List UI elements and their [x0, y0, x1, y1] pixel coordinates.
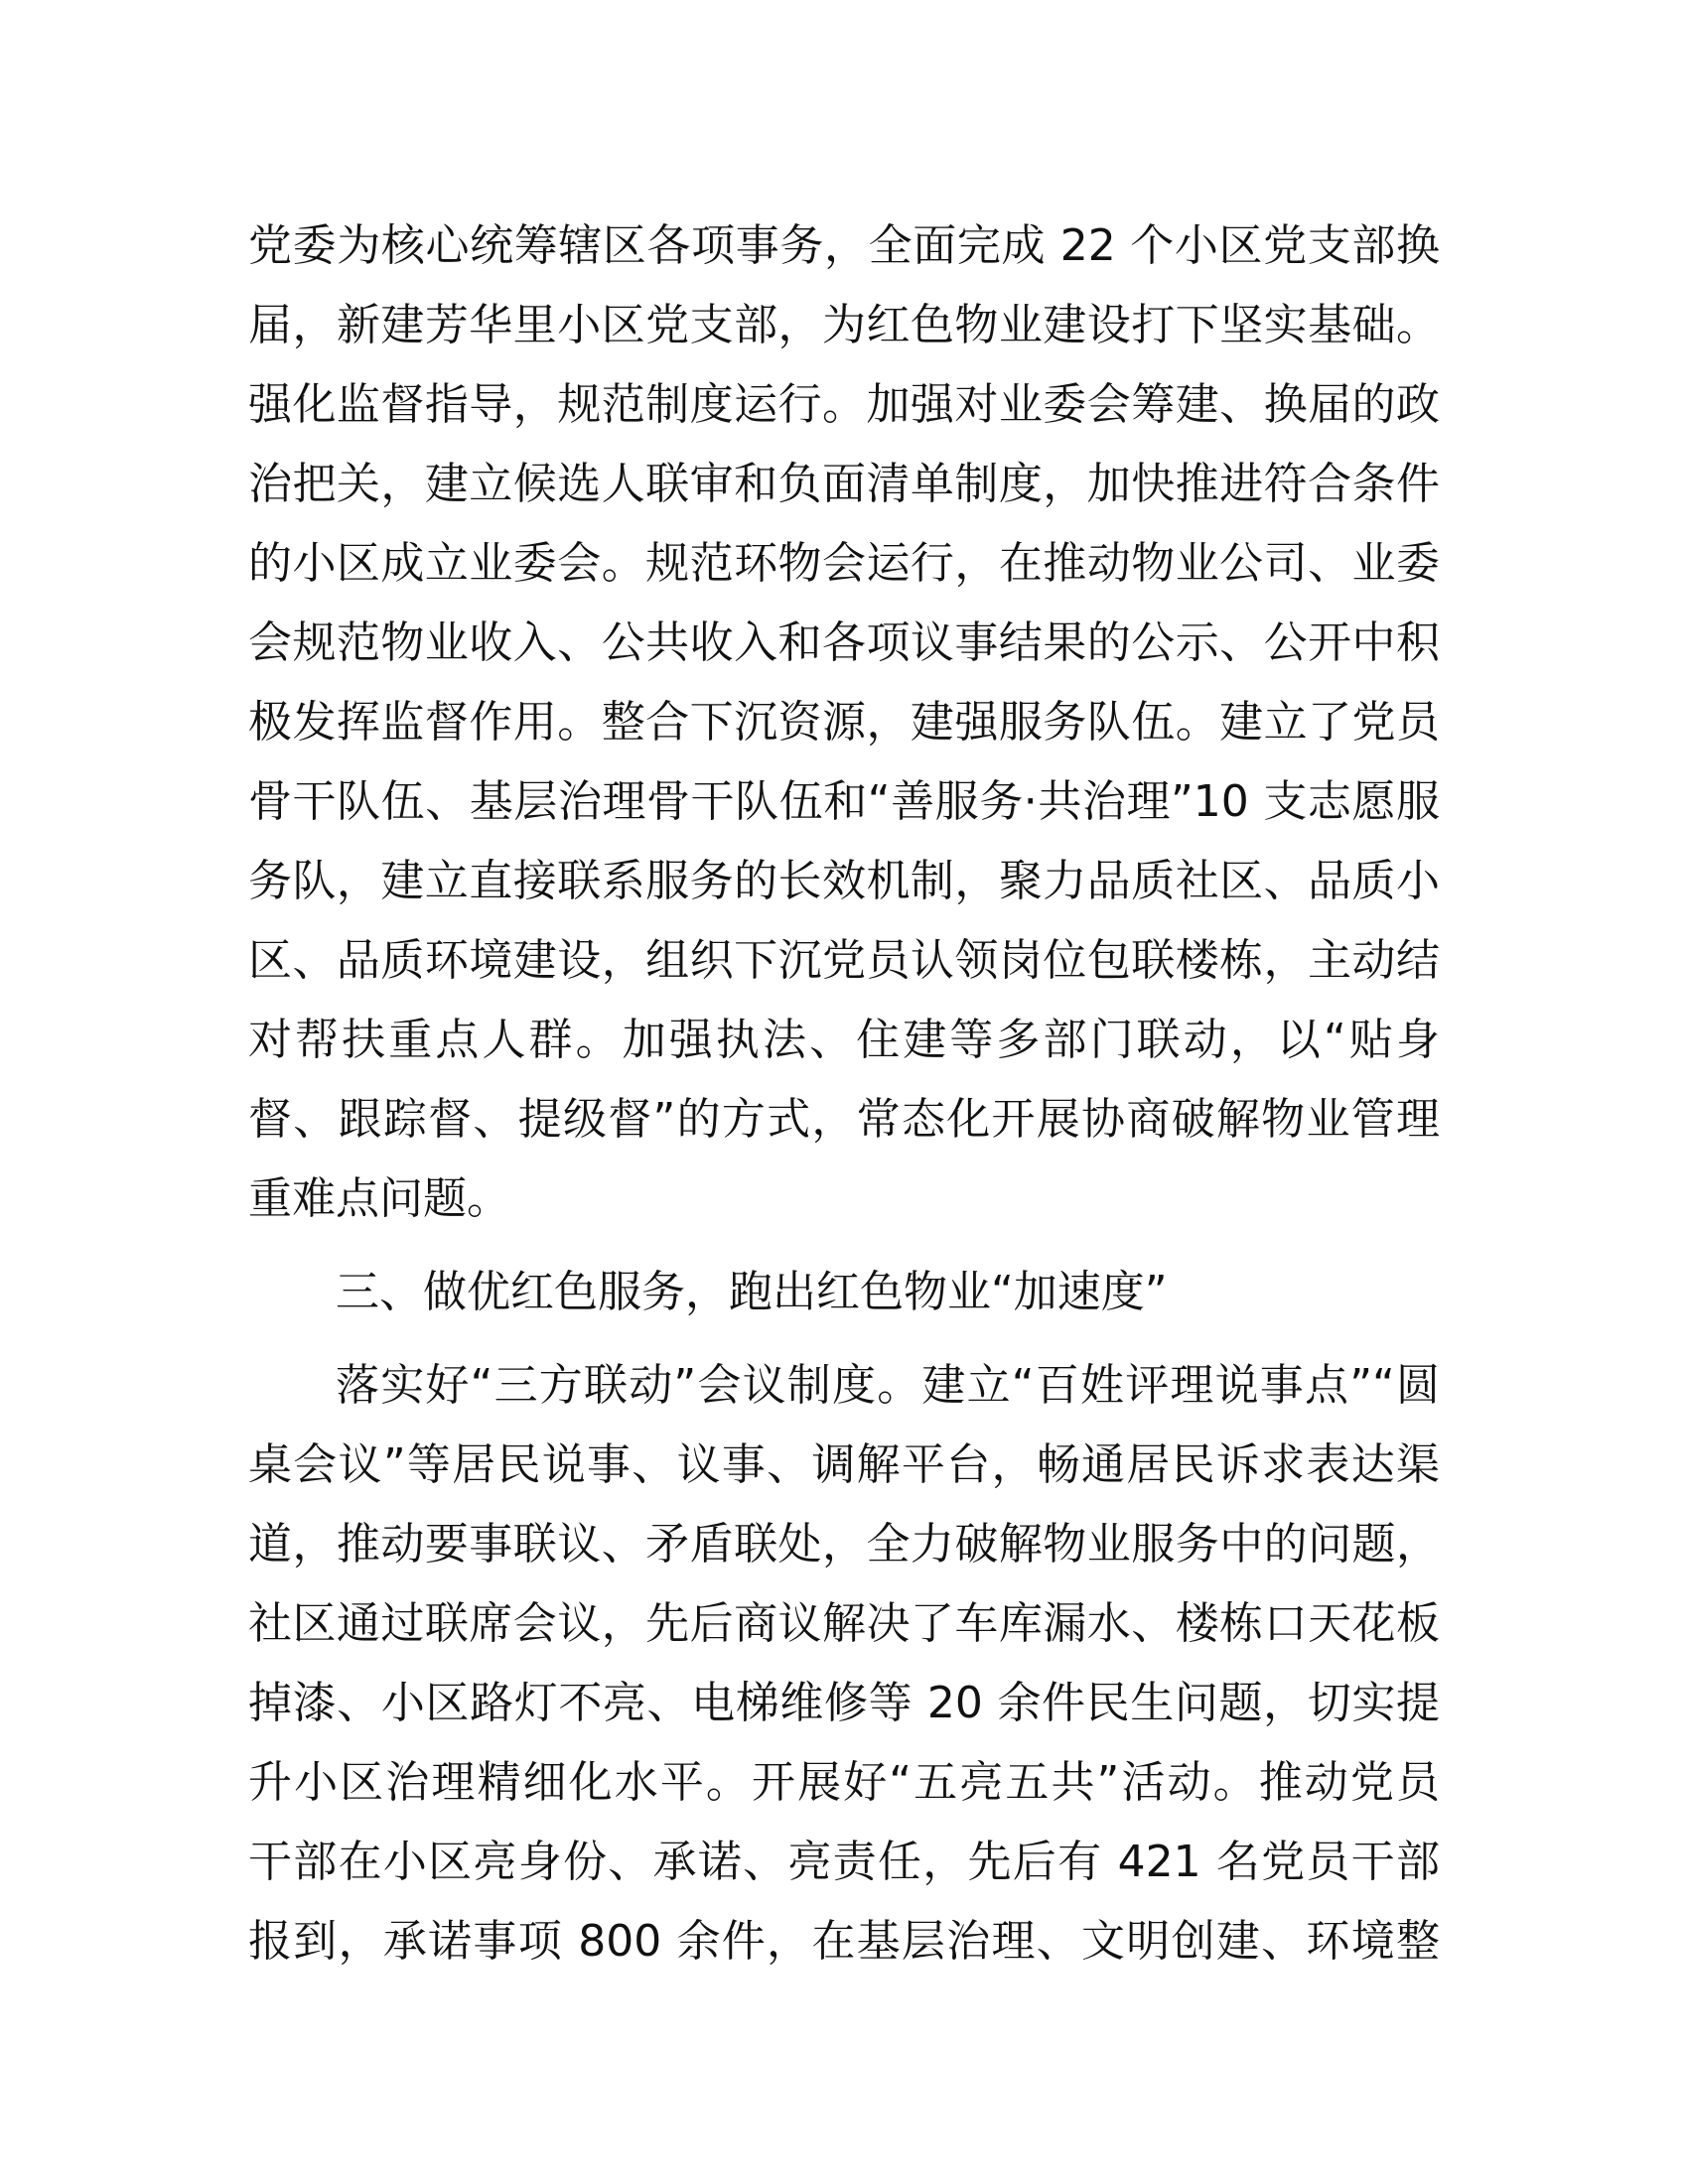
- paragraph2-line-1: 落实好“三方联动”会议制度。建立“百姓评理说事点”“圆: [336, 1360, 1440, 1411]
- paragraph1-line-8: 骨干队伍、基层治理骨干队伍和“善服务·共治理”10 支志愿服: [248, 776, 1440, 827]
- paragraph1-line-4: 治把关，建立候选人联审和负面清单制度，加快推进符合条件: [248, 459, 1440, 509]
- paragraph1-line-9: 务队，建立直接联系服务的长效机制，聚力品质社区、品质小: [248, 856, 1440, 906]
- paragraph1-line-3: 强化监督指导，规范制度运行。加强对业委会筹建、换届的政: [248, 379, 1440, 430]
- paragraph2-line-8: 报到，承诺事项 800 余件，在基层治理、文明创建、环境整: [248, 1916, 1440, 1967]
- paragraph1-line-11: 对帮扶重点人群。加强执法、住建等多部门联动，以“贴身: [248, 1015, 1440, 1065]
- paragraph2-line-5: 掉漆、小区路灯不亮、电梯维修等 20 余件民生问题，切实提: [248, 1678, 1440, 1728]
- section-heading: 三、做优红色服务，跑出红色物业“加速度”: [336, 1267, 1168, 1317]
- paragraph2-line-4: 社区通过联席会议，先后商议解决了车库漏水、楼栋口天花板: [248, 1598, 1440, 1649]
- paragraph2-line-3: 道，推动要事联议、矛盾联处，全力破解物业服务中的问题，: [248, 1519, 1440, 1570]
- paragraph1-line-1: 党委为核心统筹辖区各项事务，全面完成 22 个小区党支部换: [248, 220, 1440, 271]
- paragraph1-line-5: 的小区成立业委会。规范环物会运行，在推动物业公司、业委: [248, 538, 1440, 589]
- paragraph1-line-10: 区、品质环境建设，组织下沉党员认领岗位包联楼栋，主动结: [248, 935, 1440, 986]
- paragraph2-line-6: 升小区治理精细化水平。开展好“五亮五共”活动。推动党员: [248, 1757, 1440, 1808]
- paragraph2-line-2: 桌会议”等居民说事、议事、调解平台，畅通居民诉求表达渠: [248, 1439, 1440, 1490]
- paragraph1-line-7: 极发挥监督作用。整合下沉资源，建强服务队伍。建立了党员: [248, 697, 1440, 748]
- paragraph1-line-12: 督、跟踪督、提级督”的方式，常态化开展协商破解物业管理: [248, 1094, 1440, 1145]
- paragraph2-line-7: 干部在小区亮身份、承诺、亮责任，先后有 421 名党员干部: [248, 1837, 1440, 1887]
- paragraph1-line-6: 会规范物业收入、公共收入和各项议事结果的公示、公开中积: [248, 617, 1440, 668]
- paragraph1-line-2: 届，新建芳华里小区党支部，为红色物业建设打下坚实基础。: [248, 300, 1440, 350]
- paragraph1-line-13: 重难点问题。: [248, 1173, 510, 1224]
